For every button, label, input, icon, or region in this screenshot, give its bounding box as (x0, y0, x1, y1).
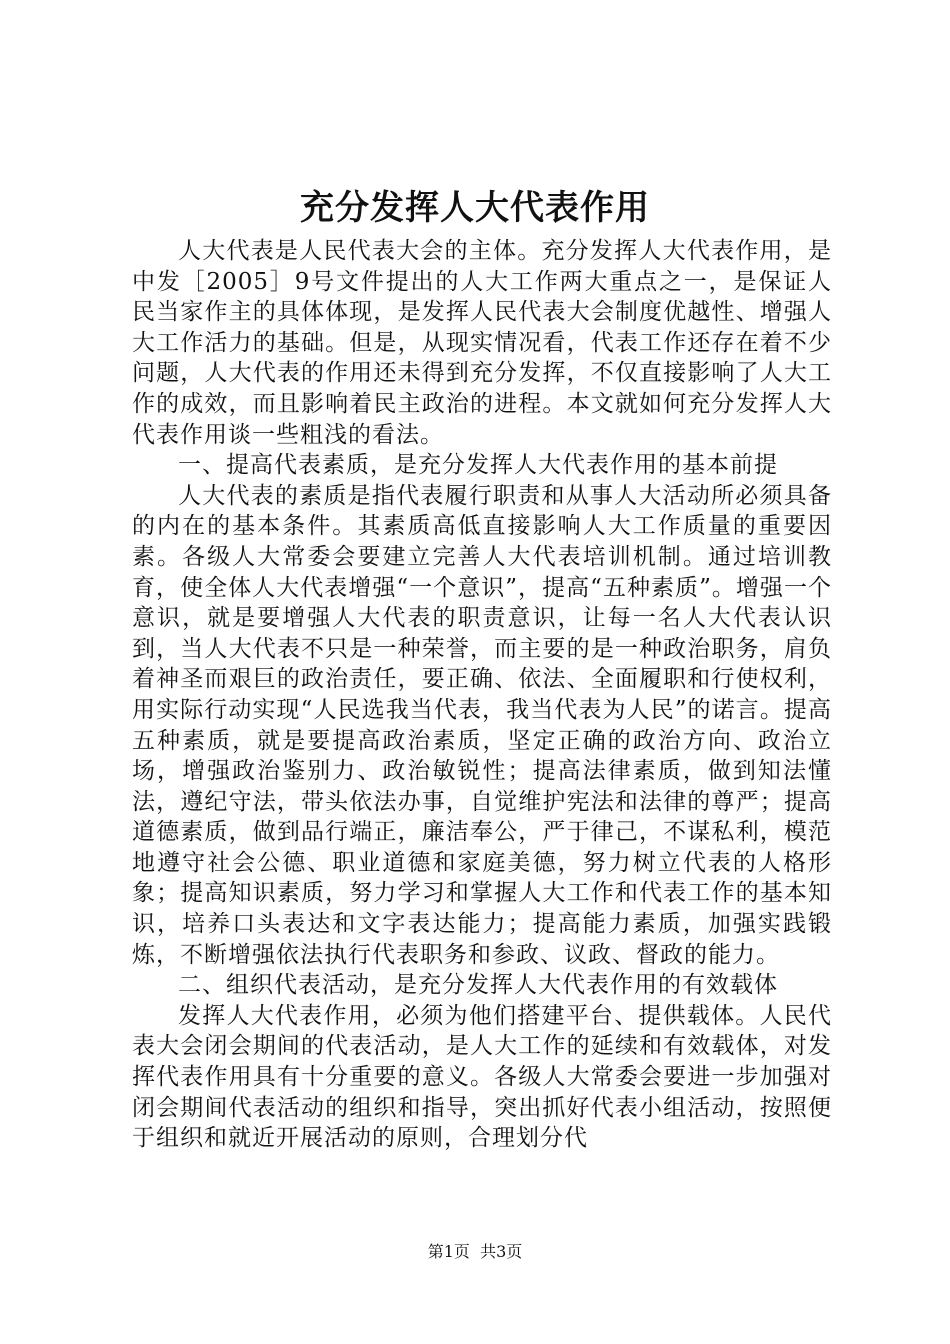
page-footer (0, 1240, 950, 1264)
section-heading-2: 二、组织代表活动，是充分发挥人大代表作用的有效载体 (178, 972, 778, 999)
section-2-paragraph: 发挥人大代表作用，必须为他们搭建平台、提供载体。人民代表大会闭会期间的代表活动，是人大工作的延续和有效载体，对发挥代表作用具有十分重要的意义。各级人大常委会要进一步加强对闭会期间代表活动的组织和指导，突出抓好代表小组活动，按照便于组织和就近开展活动的原则，合理划分代 (132, 1002, 832, 1152)
page-number: 第1页 (427, 1242, 470, 1261)
document-title: 充分发挥人大代表作用 (300, 188, 650, 228)
document-body (132, 236, 832, 1154)
section-1-paragraph: 人大代表的素质是指代表履行职责和从事人大活动所必须具备的内在的基本条件。其素质高低直接影响人大工作质量的重要因素。各级人大常委会要建立完善人大代表培训机制。通过培训教育，使全体人大代表增强“一个意识”，提高“五种素质”。增强一个意识，就是要增强人大代表的职责意识，让每一名人大代表认识到，当人大代表不只是一种荣誉，而主要的是一种政治职务，肩负着神圣而艰巨的政治责任，要正确、依法、全面履职和行使权利，用实际行动实现“人民选我当代表，我当代表为人民”的诺言。提高五种素质，就是要提高政治素质，坚定正确的政治方向、政治立场，增强政治鉴别力、政治敏锐性；提高法律素质，做到知法懂法，遵纪守法，带头依法办事，自觉维护宪法和法律的尊严；提高道德素质，做到品行端正，廉洁奉公，严于律己，不谋私利，模范地遵守社会公德、职业道德和家庭美德，努力树立代表的人格形象；提高知识素质，努力学习和掌握人大工作和代表工作的基本知识，培养口头表达和文字表达能力；提高能力素质，加强实践锻炼，不断增强依法执行代表职务和参政、议政、督政的能力。 (132, 482, 832, 968)
page-total: 共3页 (480, 1242, 523, 1261)
intro-paragraph: 人大代表是人民代表大会的主体。充分发挥人大代表作用，是中发［2005］9号文件提出的人大工作两大重点之一，是保证人民当家作主的具体体现，是发挥人民代表大会制度优越性、增强人大工作活力的基础。但是，从现实情况看，代表工作还存在着不少问题，人大代表的作用还未得到充分发挥，不仅直接影响了人大工作的成效，而且影响着民主政治的进程。本文就如何充分发挥人大代表作用谈一些粗浅的看法。 (132, 238, 832, 448)
section-heading-1: 一、提高代表素质，是充分发挥人大代表作用的基本前提 (178, 452, 778, 479)
